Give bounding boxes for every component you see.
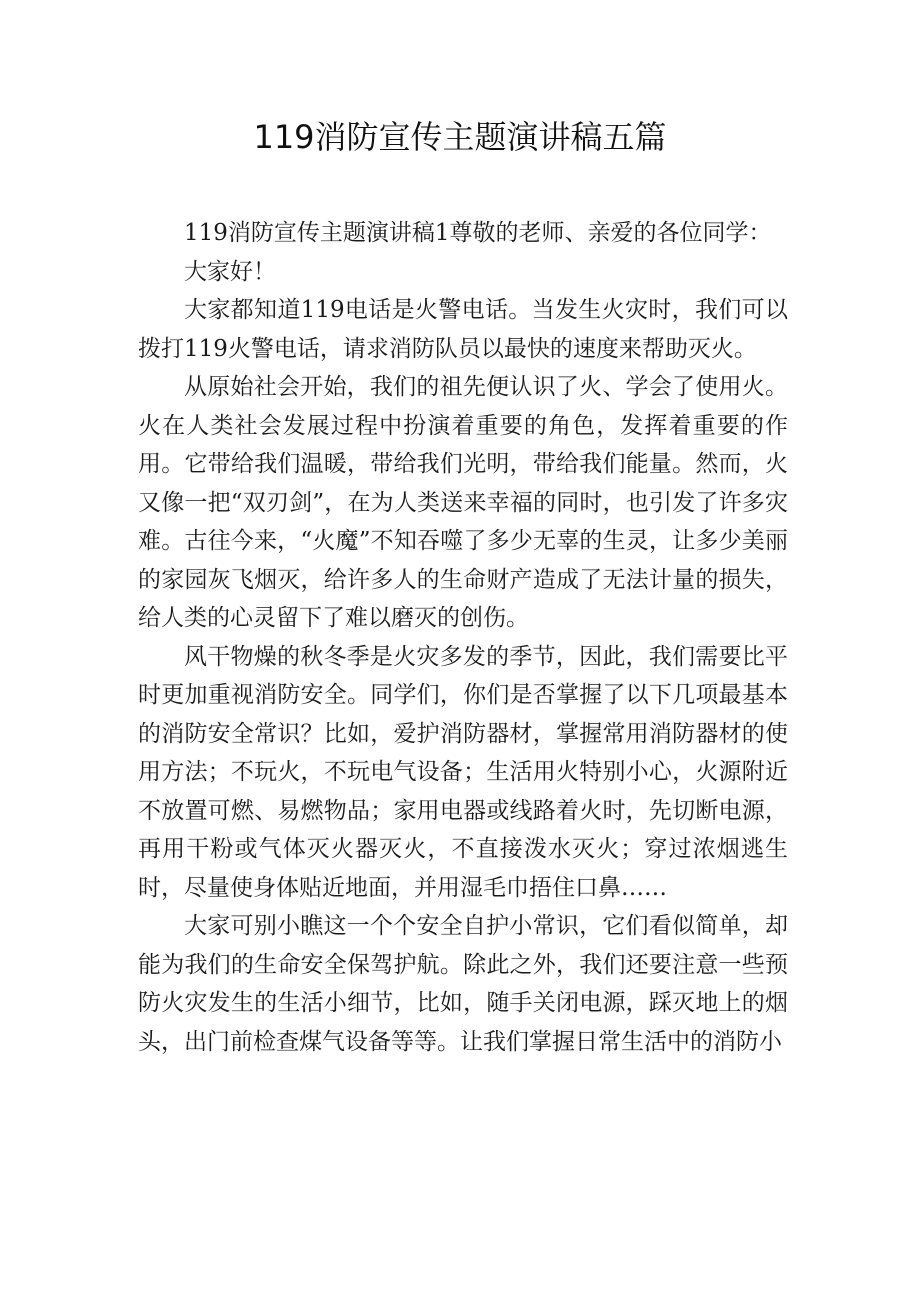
paragraph-fire-history: 从原始社会开始，我们的祖先便认识了火、学会了使用火。火在人类社会发展过程中扮演着重要的角色，发挥着重要的作用。它带给我们温暖，带给我们光明，带给我们能量。然而，火又像一把“双刃剑”，在为人类送来幸福的同时，也引发了许多灾难。古往今来，“火魔”不知吞噬了多少无辜的生灵，让多少美丽的家园灰飞烟灭，给许多人的生命财产造成了无法计量的损失，给人类的心灵留下了难以磨灭的创伤。 [138, 374, 788, 631]
paragraph-safety-knowledge: 风干物燥的秋冬季是火灾多发的季节，因此，我们需要比平时更加重视消防安全。同学们，你们是否掌握了以下几项最基本的消防安全常识？比如，爱护消防器材，掌握常用消防器材的使用方法；不玩火，不玩电气设备；生活用火特别小心，火源附近不放置可燃、易燃物品；家用电器或线路着火时，先切断电源，再用干粉或气体灭火器灭火，不直接泼水灭火；穿过浓烟逃生时，尽量使身体贴近地面，并用湿毛巾捂住口鼻…… [138, 643, 788, 901]
paragraph-intro: 119消防宣传主题演讲稿1尊敬的老师、亲爱的各位同学： [184, 220, 772, 246]
document-title: 119消防宣传主题演讲稿五篇 [253, 118, 667, 156]
document-body [138, 214, 788, 1061]
paragraph-daily-details: 大家可别小瞧这一个个安全自护小常识，它们看似简单，却能为我们的生命安全保驾护航。除此之外，我们还要注意一些预防火灾发生的生活小细节，比如，随手关闭电源，踩灭地上的烟头，出门前检查煤气设备等等。让我们掌握日常生活中的消防小 [138, 913, 788, 1055]
paragraph-119-call: 大家都知道119电话是火警电话。当发生火灾时，我们可以拨打119火警电话，请求消防队员以最快的速度来帮助灭火。 [138, 297, 788, 362]
paragraph-greeting: 大家好！ [184, 258, 276, 285]
